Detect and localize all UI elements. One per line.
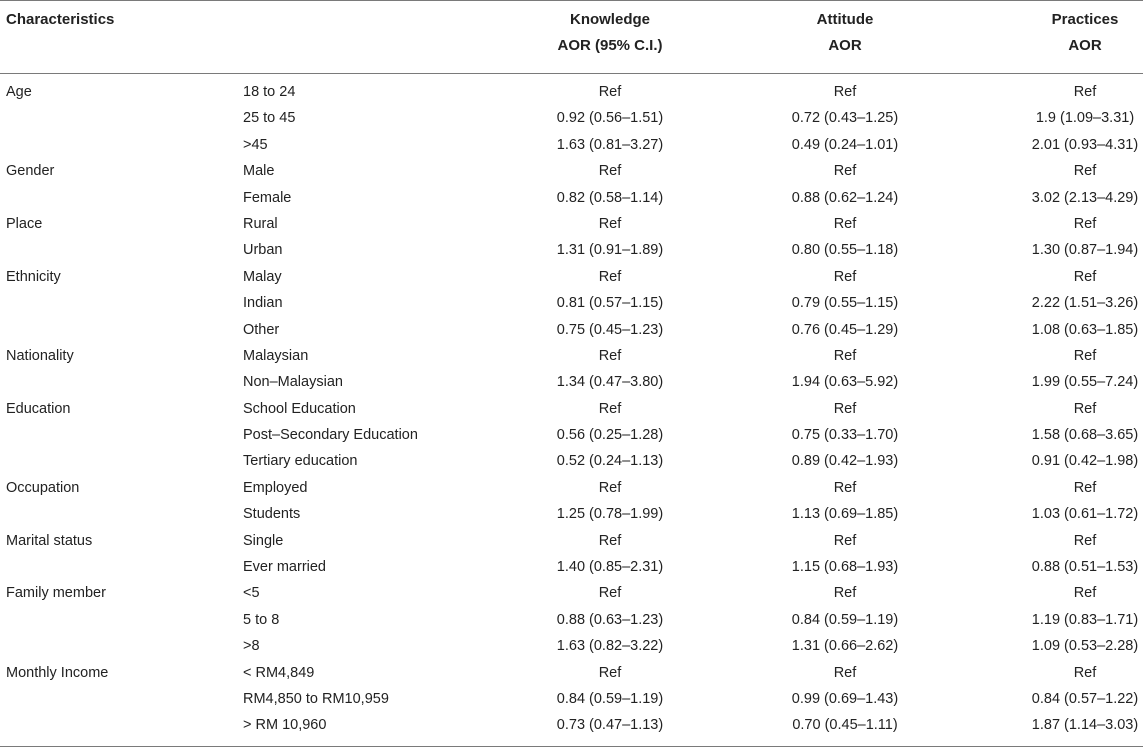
row-category: > RM 10,960	[243, 717, 327, 734]
header-knowledge-sub: AOR (95% C.I.)	[557, 37, 663, 54]
row-category: Malaysian	[243, 347, 309, 364]
table-row	[0, 554, 1143, 580]
row-knowledge-aor: 0.84 (0.59–1.19)	[556, 690, 664, 707]
table-row	[0, 501, 1143, 527]
row-practices-aor: Ref	[1073, 268, 1097, 285]
header-attitude-title: Attitude	[816, 11, 874, 28]
row-attitude-aor: 1.94 (0.63–5.92)	[791, 374, 899, 391]
row-category: >8	[243, 638, 260, 655]
row-knowledge-aor: 1.25 (0.78–1.99)	[556, 506, 664, 523]
table-row	[0, 396, 1143, 422]
table-row	[0, 79, 1143, 105]
row-attitude-aor: 0.75 (0.33–1.70)	[791, 427, 899, 444]
row-category: Rural	[243, 215, 278, 232]
table-row	[0, 712, 1143, 738]
table-row	[0, 580, 1143, 606]
row-practices-aor: 1.9 (1.09–3.31)	[1035, 110, 1135, 127]
row-characteristic: Nationality	[6, 347, 74, 364]
table-row	[0, 686, 1143, 712]
table-row	[0, 237, 1143, 263]
row-practices-aor: Ref	[1073, 163, 1097, 180]
row-knowledge-aor: 1.40 (0.85–2.31)	[556, 559, 664, 576]
row-attitude-aor: 0.89 (0.42–1.93)	[791, 453, 899, 470]
row-attitude-aor: 0.72 (0.43–1.25)	[791, 110, 899, 127]
table-row	[0, 660, 1143, 686]
row-category: Other	[243, 321, 280, 338]
row-knowledge-aor: 1.34 (0.47–3.80)	[556, 374, 664, 391]
row-category: >45	[243, 136, 268, 153]
row-knowledge-aor: Ref	[598, 532, 622, 549]
row-category: Employed	[243, 479, 308, 496]
row-category: Non–Malaysian	[243, 374, 343, 391]
table-row	[0, 290, 1143, 316]
row-category: 18 to 24	[243, 84, 296, 100]
table-row	[0, 343, 1143, 369]
row-characteristic: Monthly Income	[6, 664, 109, 681]
row-category: Female	[243, 189, 292, 206]
row-characteristic: Gender	[6, 163, 55, 180]
row-category: 5 to 8	[243, 611, 280, 628]
row-knowledge-aor: Ref	[598, 163, 622, 180]
row-attitude-aor: Ref	[833, 585, 857, 602]
row-knowledge-aor: 0.73 (0.47–1.13)	[556, 717, 664, 734]
table-body	[0, 74, 1143, 739]
row-attitude-aor: Ref	[833, 347, 857, 364]
row-practices-aor: Ref	[1073, 84, 1097, 100]
row-practices-aor: 1.58 (0.68–3.65)	[1031, 427, 1139, 444]
row-attitude-aor: 1.31 (0.66–2.62)	[791, 638, 899, 655]
row-attitude-aor: 0.70 (0.45–1.11)	[792, 717, 898, 734]
row-attitude-aor: 0.49 (0.24–1.01)	[791, 136, 899, 153]
row-attitude-aor: Ref	[833, 400, 857, 417]
row-practices-aor: Ref	[1073, 532, 1097, 549]
table-row	[0, 528, 1143, 554]
row-practices-aor: 2.01 (0.93–4.31)	[1031, 136, 1139, 153]
header-practices-title: Practices	[1051, 11, 1119, 28]
row-attitude-aor: 0.99 (0.69–1.43)	[791, 690, 899, 707]
row-practices-aor: 1.87 (1.14–3.03)	[1031, 717, 1139, 734]
row-practices-aor: Ref	[1073, 585, 1097, 602]
row-category: Malay	[243, 268, 282, 285]
table-row	[0, 475, 1143, 501]
table-row	[0, 185, 1143, 211]
row-practices-aor: 1.19 (0.83–1.71)	[1031, 611, 1139, 628]
row-attitude-aor: Ref	[833, 163, 857, 180]
row-attitude-aor: 0.76 (0.45–1.29)	[791, 321, 899, 338]
row-characteristic: Family member	[6, 585, 106, 602]
row-knowledge-aor: 0.88 (0.63–1.23)	[556, 611, 664, 628]
row-category: RM4,850 to RM10,959	[243, 690, 389, 707]
row-category: School Education	[243, 400, 356, 417]
table-row	[0, 132, 1143, 158]
row-knowledge-aor: 0.82 (0.58–1.14)	[556, 189, 664, 206]
row-practices-aor: 0.91 (0.42–1.98)	[1031, 453, 1139, 470]
table-row	[0, 105, 1143, 131]
row-practices-aor: 3.02 (2.13–4.29)	[1031, 189, 1139, 206]
row-practices-aor: Ref	[1073, 347, 1097, 364]
row-practices-aor: 2.22 (1.51–3.26)	[1031, 295, 1139, 312]
row-category: Male	[243, 163, 275, 180]
row-attitude-aor: Ref	[833, 479, 857, 496]
row-characteristic: Occupation	[6, 479, 80, 496]
row-attitude-aor: 1.13 (0.69–1.85)	[791, 506, 899, 523]
row-practices-aor: Ref	[1073, 479, 1097, 496]
row-attitude-aor: 1.15 (0.68–1.93)	[791, 559, 899, 576]
row-knowledge-aor: 1.31 (0.91–1.89)	[556, 242, 664, 259]
row-practices-aor: Ref	[1073, 664, 1097, 681]
header-practices-sub: AOR	[1068, 37, 1102, 54]
row-practices-aor: Ref	[1073, 400, 1097, 417]
row-characteristic: Ethnicity	[6, 268, 61, 285]
row-practices-aor: 1.30 (0.87–1.94)	[1031, 242, 1139, 259]
row-category: Students	[243, 506, 301, 523]
row-category: Tertiary education	[243, 453, 358, 470]
row-category: Ever married	[243, 559, 326, 576]
table-header	[0, 1, 1143, 73]
row-attitude-aor: 0.80 (0.55–1.18)	[791, 242, 899, 259]
row-category: <5	[243, 585, 260, 602]
row-knowledge-aor: Ref	[598, 84, 622, 100]
row-practices-aor: 1.03 (0.61–1.72)	[1031, 506, 1139, 523]
table-row	[0, 211, 1143, 237]
table-row	[0, 369, 1143, 395]
row-practices-aor: 0.84 (0.57–1.22)	[1031, 690, 1139, 707]
row-characteristic: Place	[6, 215, 43, 232]
row-knowledge-aor: Ref	[598, 585, 622, 602]
header-characteristics: Characteristics	[6, 11, 115, 28]
row-category: Urban	[243, 242, 283, 259]
row-attitude-aor: Ref	[833, 268, 857, 285]
bottom-rule	[0, 746, 1143, 747]
row-knowledge-aor: Ref	[598, 268, 622, 285]
row-category: Post–Secondary Education	[243, 427, 418, 444]
row-knowledge-aor: Ref	[598, 664, 622, 681]
row-knowledge-aor: Ref	[598, 215, 622, 232]
row-category: < RM4,849	[243, 664, 315, 681]
row-characteristic: Education	[6, 400, 71, 417]
header-knowledge	[545, 7, 675, 59]
row-category: Indian	[243, 295, 283, 312]
row-category: Single	[243, 532, 284, 549]
row-attitude-aor: Ref	[833, 664, 857, 681]
row-attitude-aor: Ref	[833, 215, 857, 232]
row-practices-aor: 1.08 (0.63–1.85)	[1031, 321, 1139, 338]
header-attitude	[785, 7, 905, 59]
row-characteristic: Marital status	[6, 532, 93, 549]
row-attitude-aor: Ref	[833, 84, 857, 100]
row-knowledge-aor: Ref	[598, 479, 622, 496]
row-practices-aor: Ref	[1073, 215, 1097, 232]
table-row	[0, 158, 1143, 184]
row-knowledge-aor: 0.52 (0.24–1.13)	[556, 453, 664, 470]
row-knowledge-aor: 1.63 (0.82–3.22)	[556, 638, 664, 655]
row-attitude-aor: 0.84 (0.59–1.19)	[791, 611, 899, 628]
row-attitude-aor: Ref	[833, 532, 857, 549]
row-knowledge-aor: 0.92 (0.56–1.51)	[556, 110, 664, 127]
table-row	[0, 633, 1143, 659]
row-attitude-aor: 0.79 (0.55–1.15)	[791, 295, 899, 312]
row-knowledge-aor: Ref	[598, 347, 622, 364]
row-knowledge-aor: 1.63 (0.81–3.27)	[556, 136, 664, 153]
row-knowledge-aor: 0.81 (0.57–1.15)	[556, 295, 664, 312]
row-practices-aor: 1.09 (0.53–2.28)	[1031, 638, 1139, 655]
table-row	[0, 317, 1143, 343]
row-practices-aor: 0.88 (0.51–1.53)	[1031, 559, 1139, 576]
table-row	[0, 448, 1143, 474]
header-attitude-sub: AOR	[828, 37, 862, 54]
table-row	[0, 607, 1143, 633]
table-row	[0, 422, 1143, 448]
table-row	[0, 264, 1143, 290]
row-characteristic: Age	[6, 84, 32, 100]
row-category: 25 to 45	[243, 110, 296, 127]
row-practices-aor: 1.99 (0.55–7.24)	[1031, 374, 1139, 391]
row-attitude-aor: 0.88 (0.62–1.24)	[791, 189, 899, 206]
row-knowledge-aor: 0.75 (0.45–1.23)	[556, 321, 664, 338]
row-knowledge-aor: 0.56 (0.25–1.28)	[556, 427, 664, 444]
header-knowledge-title: Knowledge	[569, 11, 650, 28]
row-knowledge-aor: Ref	[598, 400, 622, 417]
header-practices	[1030, 7, 1140, 59]
